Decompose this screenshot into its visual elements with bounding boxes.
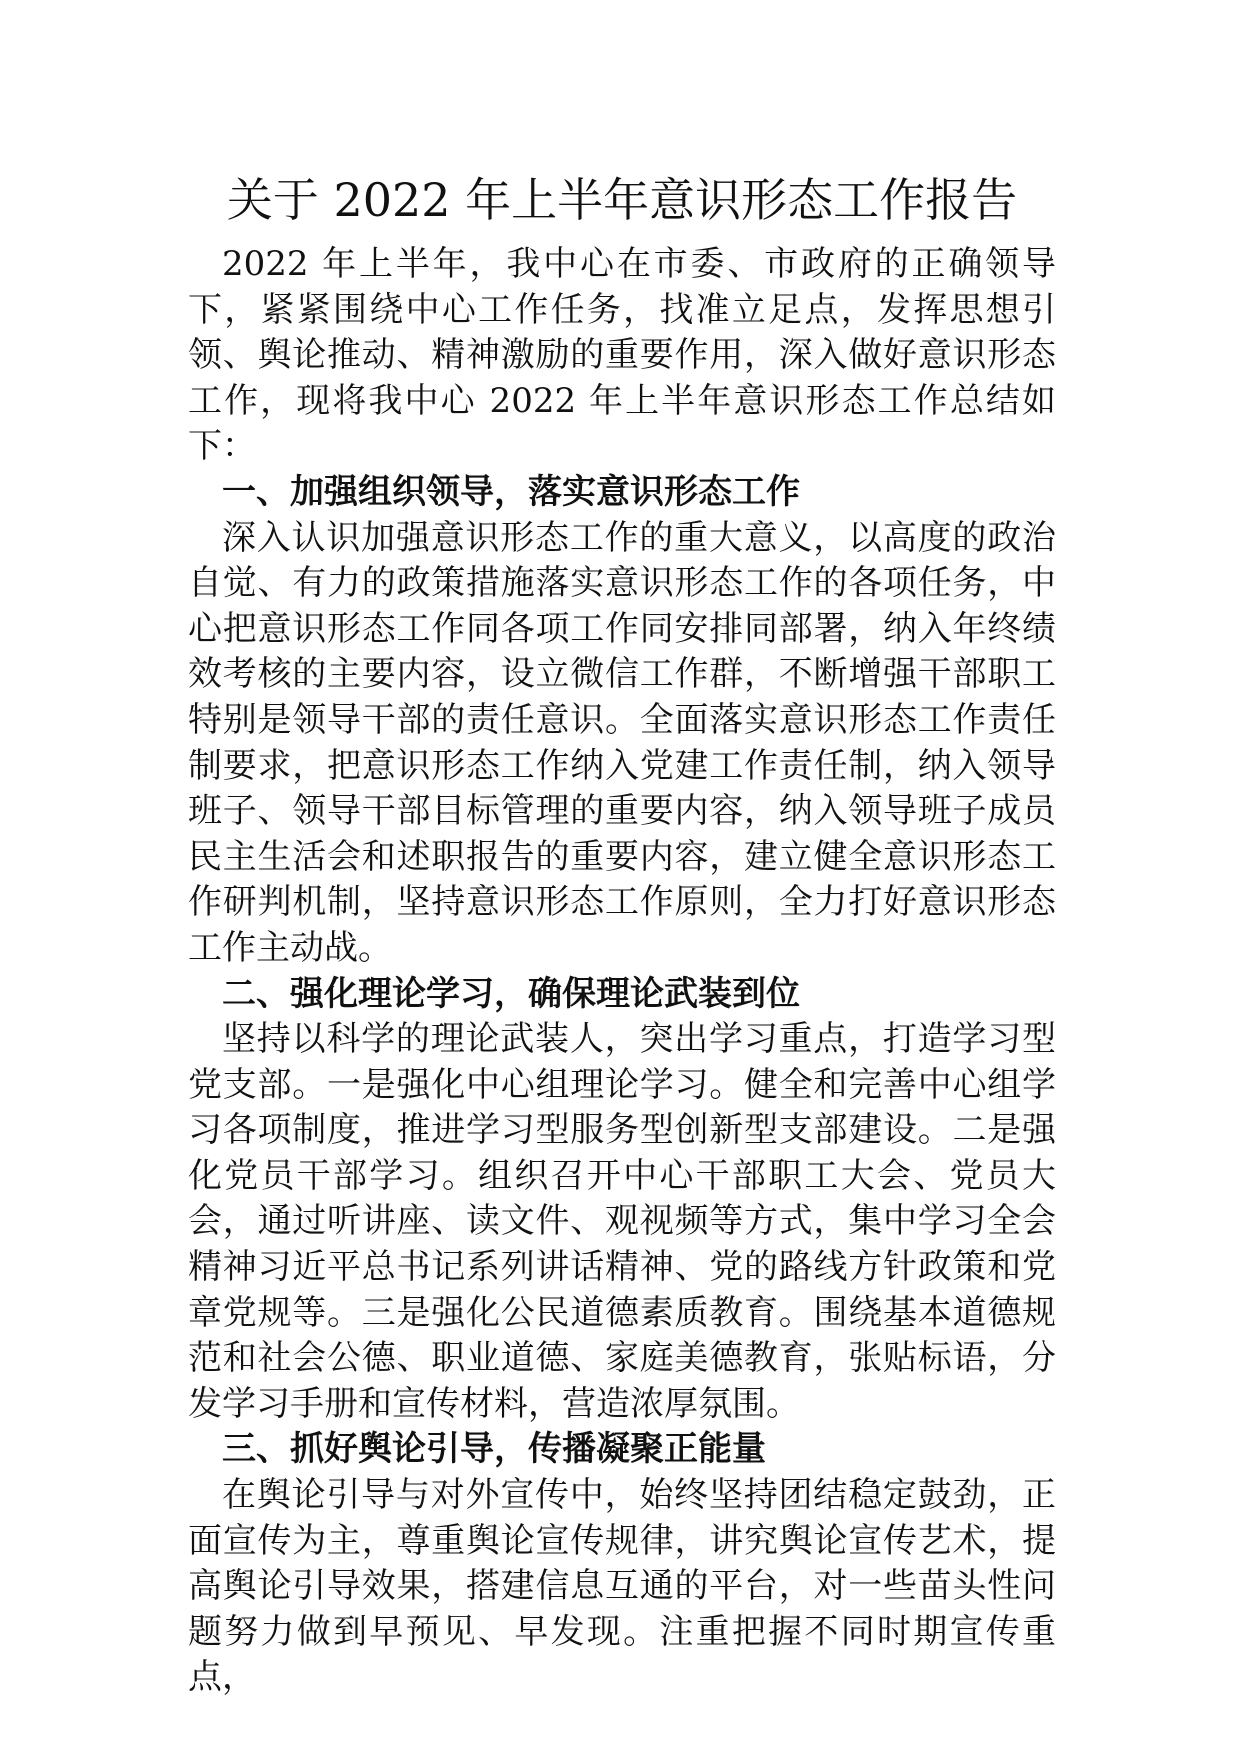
section-2-paragraph: 坚持以科学的理论武装人，突出学习重点，打造学习型党支部。一是强化中心组理论学习。健全和完善中心组学习各项制度，推进学习型服务型创新型支部建设。二是强化党员干部学习。组织召开中心干部职工大会、党员大会，通过听讲座、读文件、观视频等方式，集中学习全会精神习近平总书记系列讲话精神、党的路线方针政策和党章党规等。三是强化公民道德素质教育。围绕基本道德规范和社会公德、职业道德、家庭美德教育，张贴标语，分发学习手册和宣传材料，营造浓厚氛围。	[188, 1019, 1056, 1424]
document-body	[188, 168, 1056, 1701]
section-1-paragraph: 深入认识加强意识形态工作的重大意义，以高度的政治自觉、有力的政策措施落实意识形态工作的各项任务，中心把意识形态工作同各项工作同安排同部署，纳入年终绩效考核的主要内容，设立微信工作群，不断增强干部职工特别是领导干部的责任意识。全面落实意识形态工作责任制要求，把意识形态工作纳入党建工作责任制，纳入领导班子、领导干部目标管理的重要内容，纳入领导班子成员民主生活会和述职报告的重要内容，建立健全意识形态工作研判机制，坚持意识形态工作原则，全力打好意识形态工作主动战。	[188, 517, 1056, 968]
section-3-heading: 三、抓好舆论引导，传播凝聚正能量	[222, 1429, 766, 1470]
section-2-heading: 二、强化理论学习，确保理论武装到位	[222, 973, 800, 1014]
document-title: 关于 2022 年上半年意识形态工作报告	[226, 173, 1018, 227]
intro-paragraph: 2022 年上半年，我中心在市委、市政府的正确领导下，紧紧围绕中心工作任务，找准立足点，发挥思想引领、舆论推动、精神激励的重要作用，深入做好意识形态工作，现将我中心 2022 年上半年意识形态工作总结如下：	[188, 244, 1056, 467]
section-3-paragraph: 在舆论引导与对外宣传中，始终坚持团结稳定鼓劲，正面宣传为主，尊重舆论宣传规律，讲究舆论宣传艺术，提高舆论引导效果，搭建信息互通的平台，对一些苗头性问题努力做到早预见、早发现。注重把握不同时期宣传重点，	[188, 1475, 1056, 1698]
section-1-heading: 一、加强组织领导，落实意识形态工作	[222, 471, 800, 512]
